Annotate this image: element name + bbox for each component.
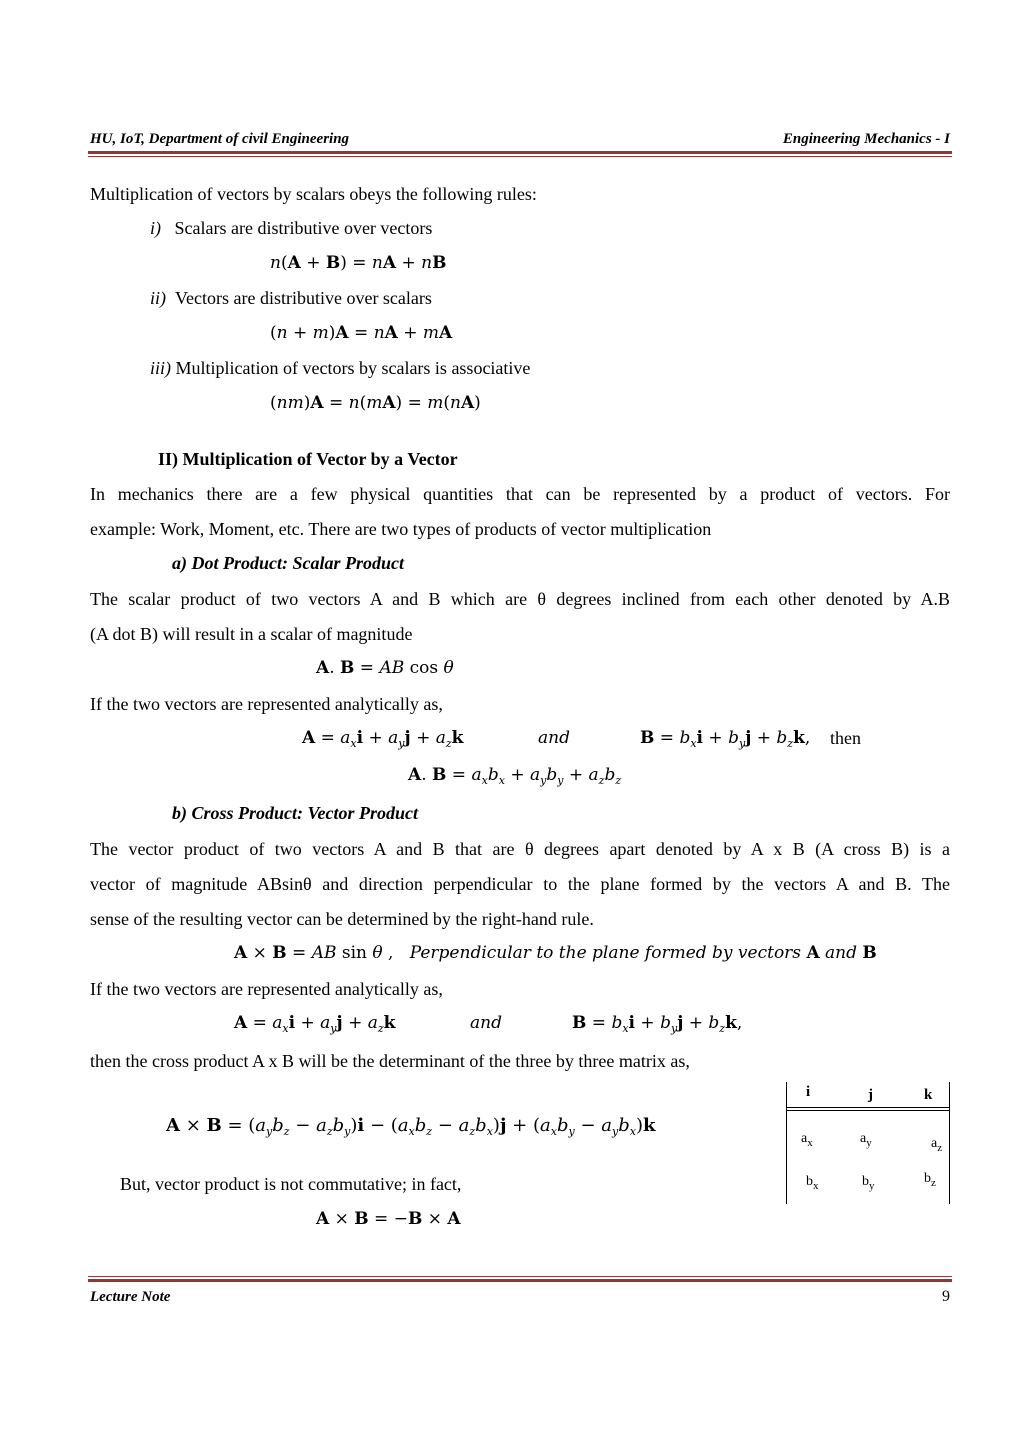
matrix-cell-bx: $b_x$	[806, 1174, 819, 1192]
matrix-left-bar	[786, 1082, 787, 1204]
equation-vector-a: $A = a_xi + a_yj + a_zk$	[234, 1013, 396, 1035]
matrix-cell-ay: $a_y$	[860, 1131, 872, 1149]
equation-dot-components: A. $B = a_xb_x + a_yb_y + a_zb_z$	[408, 765, 622, 787]
cross-paragraph-line: vector of magnitude ABsinθ and direction perpendicular to the plane formed by the vectors A and B. The	[90, 874, 950, 894]
equation-vector-b: $B = b_xi + b_yj + b_zk$,	[640, 728, 811, 750]
dot-paragraph-line: (A dot B) will result in a scalar of magnitude	[90, 624, 413, 644]
footer-rule-thick	[88, 1279, 952, 1282]
determinant-line: then the cross product A x B will be the determinant of the three by three matrix as,	[90, 1051, 690, 1071]
equation-vector-b: $B = b_xi + b_yj + b_zk$,	[572, 1013, 743, 1035]
rule-ii-text: Vectors are distributive over scalars	[175, 288, 432, 308]
cross-paragraph-line: sense of the resulting vector can be determined by the right-hand rule.	[90, 909, 594, 929]
header-right: Engineering Mechanics - I	[782, 131, 950, 147]
rule-ii	[150, 288, 432, 309]
cross-paragraph-line: The vector product of two vectors A and B that are θ degrees apart denoted by A x B (A cross B) is a	[90, 839, 950, 859]
analytic-intro: If the two vectors are represented analytically as,	[90, 979, 443, 999]
analytic-intro: If the two vectors are represented analytically as,	[90, 694, 443, 714]
equation-vector-distributive: (n + m)A = nA + mA	[270, 323, 453, 343]
rule-iii-text: Multiplication of vectors by scalars is associative	[175, 358, 531, 378]
cross-product-heading: b) Cross Product: Vector Product	[172, 803, 419, 823]
rule-iii-number: iii)	[150, 358, 171, 378]
rule-ii-number: ii)	[150, 288, 166, 308]
matrix-cell-k: k	[924, 1087, 933, 1103]
equation-cross-expansion: $A \times B = (a_yb_z - a_zb_y)i - (a_xb_z - a_zb_x)j + (a_xb_y - a_yb_x)k$	[166, 1115, 656, 1138]
not-commutative-line: But, vector product is not commutative; in fact,	[120, 1174, 462, 1194]
footer-left: Lecture Note	[90, 1289, 171, 1305]
equation-cross-magnitude: A × B = AB sin θ , Perpendicular to the plane formed by vectors A and B	[234, 943, 877, 963]
paragraph-line: In mechanics there are a few physical quantities that can be represented by a product of vectors. For	[90, 484, 950, 504]
equation-and: and	[538, 728, 570, 748]
header-left: HU, IoT, Department of civil Engineering	[90, 131, 350, 147]
header-rule-thin	[88, 156, 952, 157]
matrix-cell-i: i	[806, 1084, 811, 1100]
section-heading: II) Multiplication of Vector by a Vector	[158, 449, 458, 469]
header-rule-thick	[88, 151, 952, 154]
matrix-header-rule	[786, 1110, 950, 1111]
rule-i-text: Scalars are distributive over vectors	[174, 218, 433, 238]
rule-iii	[150, 358, 530, 379]
matrix-cell-j: j	[868, 1087, 873, 1103]
matrix-cell-ax: $a_x$	[801, 1131, 813, 1149]
equation-scalar-distributive: n(A + B) = nA + nB	[270, 253, 447, 273]
page-number: 9	[942, 1288, 950, 1305]
paragraph-line: example: Work, Moment, etc. There are two types of products of vector multiplication	[90, 519, 712, 539]
equation-anticommutative: A × B = −B × A	[316, 1209, 461, 1229]
footer-rule-thin	[88, 1276, 952, 1277]
equation-vector-a: $A = a_xi + a_yj + a_zk$	[302, 728, 464, 750]
matrix-cell-az: $a_z$	[931, 1136, 943, 1154]
then-word: then	[830, 728, 861, 748]
equation-dot-product: A. B = AB cos θ	[316, 658, 454, 678]
dot-product-heading: a) Dot Product: Scalar Product	[172, 553, 404, 573]
rule-i	[150, 218, 432, 239]
dot-paragraph-line: The scalar product of two vectors A and B which are θ degrees inclined from each other denoted by A.B	[90, 589, 950, 609]
equation-associative: (nm)A = n(mA) = m(nA)	[270, 393, 481, 413]
equation-and: and	[470, 1013, 502, 1033]
intro-paragraph: Multiplication of vectors by scalars obeys the following rules:	[90, 184, 537, 204]
matrix-header-rule	[786, 1107, 950, 1108]
matrix-cell-bz: $b_z$	[924, 1171, 936, 1189]
matrix-cell-by: $b_y$	[862, 1174, 875, 1192]
rule-i-number: i)	[150, 218, 161, 238]
matrix-right-bar	[949, 1082, 950, 1204]
